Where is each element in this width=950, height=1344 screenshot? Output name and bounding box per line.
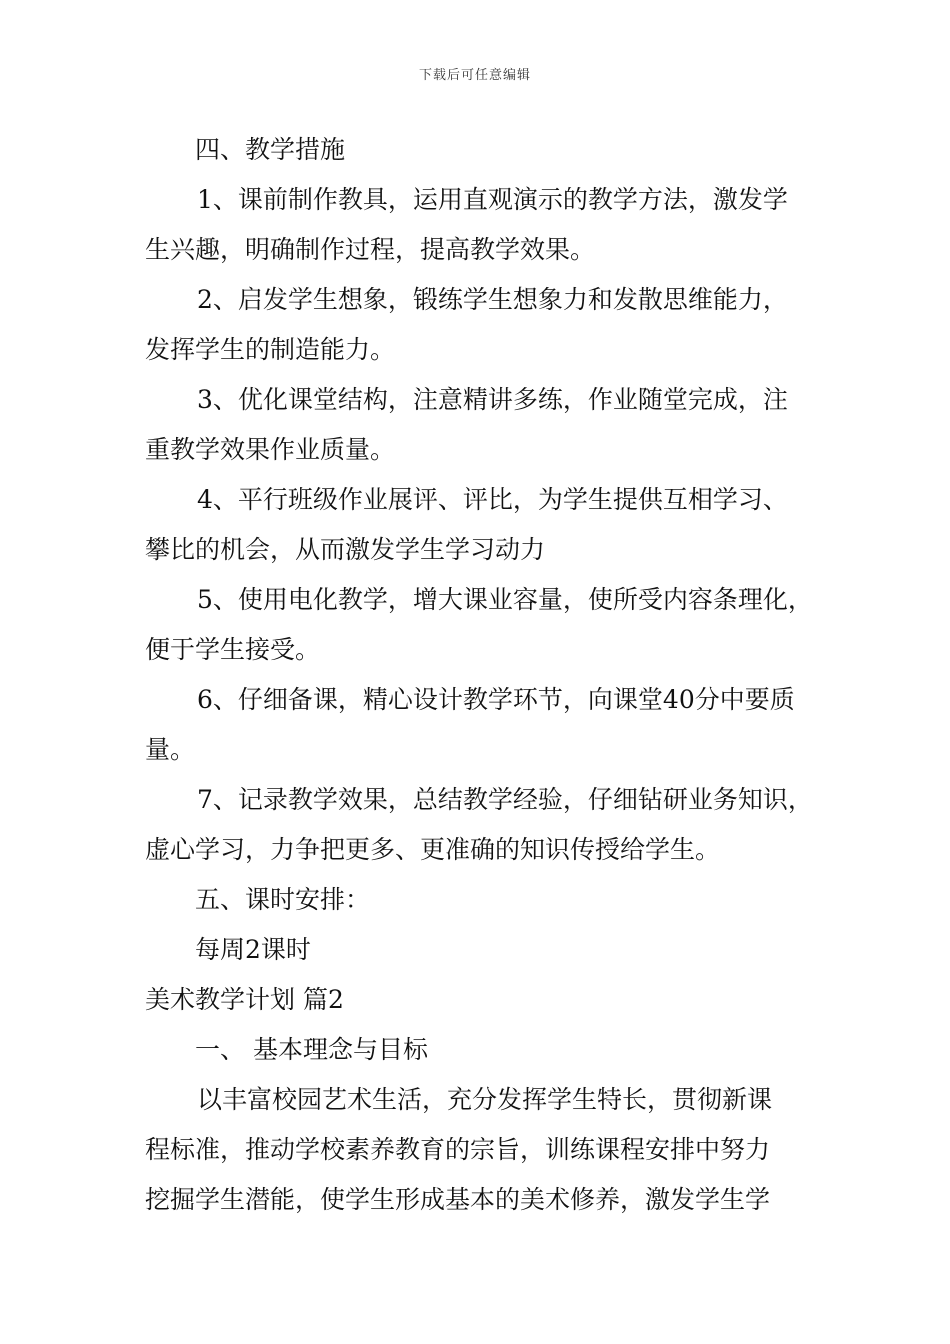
paragraph-line: 重教学效果作业质量。: [145, 435, 396, 464]
document-body: [145, 125, 815, 1225]
paragraph-line: 程标准，推动学校素养教育的宗旨，训练课程安排中努力: [145, 1135, 771, 1164]
section-heading-schedule: 五、课时安排：: [195, 885, 371, 914]
paragraph-line: 以丰富校园艺术生活，充分发挥学生特长，贯彻新课: [197, 1085, 773, 1114]
paragraph-line: 2、启发学生想象，锻练学生想象力和发散思维能力，: [197, 285, 788, 314]
page-header: 下载后可任意编辑: [418, 68, 531, 83]
paragraph-line: 挖掘学生潜能，使学生形成基本的美术修养，激发学生学: [145, 1185, 771, 1214]
paragraph-line: 虚心学习，力争把更多、更准确的知识传授给学生。: [145, 835, 721, 864]
paragraph-line: 5、使用电化教学，增大课业容量，使所受内容条理化，: [197, 585, 813, 614]
paragraph-line: 攀比的机会，从而激发学生学习动力: [145, 535, 546, 564]
paragraph-line: 量。: [145, 735, 196, 764]
document-subtitle: 美术教学计划 篇2: [145, 985, 344, 1014]
paragraph-line: 7、记录教学效果，总结教学经验，仔细钻研业务知识，: [197, 785, 813, 814]
paragraph-line: 6、仔细备课，精心设计教学环节，向课堂40分中要质: [197, 685, 795, 714]
paragraph-line: 发挥学生的制造能力。: [145, 335, 396, 364]
section-heading-concept: 一、 基本理念与目标: [195, 1035, 428, 1064]
paragraph-line: 生兴趣，明确制作过程，提高教学效果。: [145, 235, 596, 264]
paragraph-line: 3、优化课堂结构，注意精讲多练，作业随堂完成，注: [197, 385, 788, 414]
paragraph-line: 便于学生接受。: [145, 635, 321, 664]
section-heading-measures: 四、教学措施: [195, 135, 346, 164]
paragraph-line: 4、平行班级作业展评、评比，为学生提供互相学习、: [197, 485, 788, 514]
paragraph-line: 1、课前制作教具，运用直观演示的教学方法，激发学: [197, 185, 788, 214]
paragraph-line: 每周2课时: [195, 935, 311, 964]
